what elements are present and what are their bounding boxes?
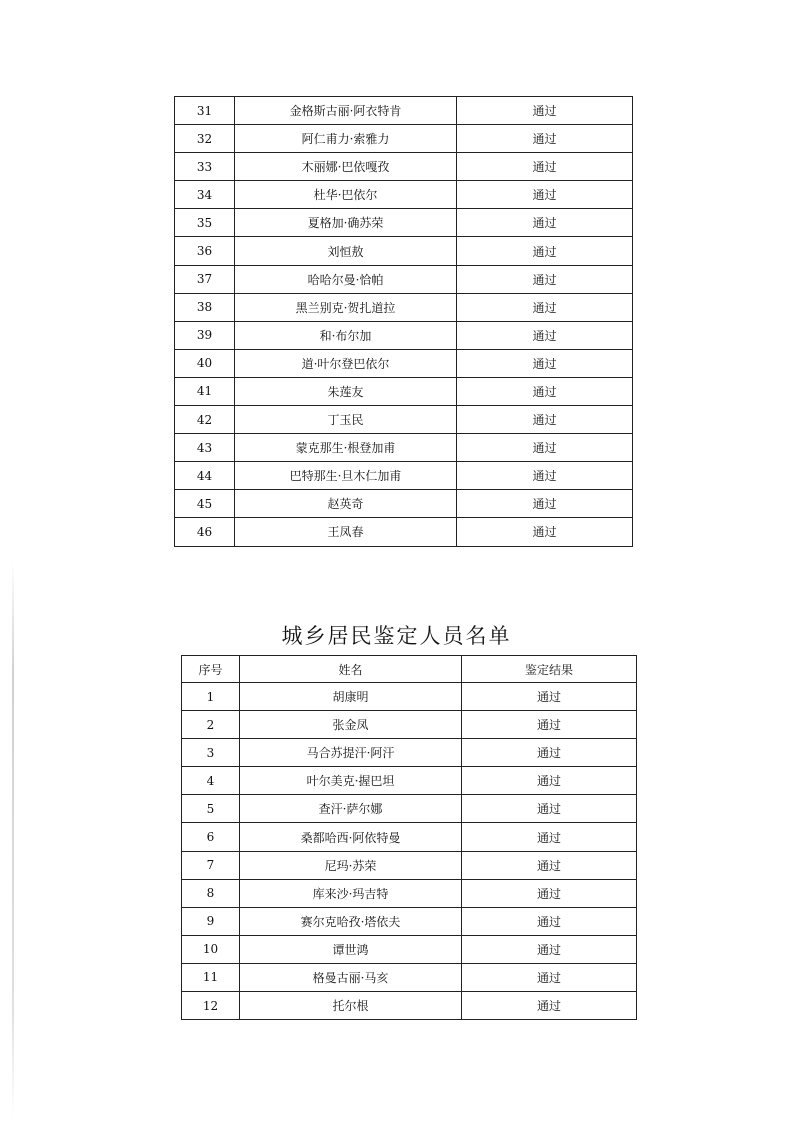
row-result: 通过: [462, 767, 637, 795]
table-row: [175, 518, 633, 546]
row-serial-number: 9: [182, 907, 240, 935]
row-serial-number: 44: [175, 462, 235, 490]
table-row: [182, 992, 637, 1020]
row-result: 通过: [457, 125, 633, 153]
row-name: 丁玉民: [235, 406, 457, 434]
table-row: [182, 879, 637, 907]
row-result: 通过: [457, 153, 633, 181]
table-row: [175, 349, 633, 377]
row-name: 赛尔克哈孜·塔依夫: [240, 907, 462, 935]
row-serial-number: 34: [175, 181, 235, 209]
table-row: [175, 153, 633, 181]
row-name: 查汗·萨尔娜: [240, 795, 462, 823]
row-result: 通过: [462, 935, 637, 963]
row-result: 通过: [457, 209, 633, 237]
row-name: 马合苏提汗·阿汗: [240, 739, 462, 767]
row-name: 夏格加·确苏荣: [235, 209, 457, 237]
row-result: 通过: [457, 490, 633, 518]
row-serial-number: 45: [175, 490, 235, 518]
row-serial-number: 35: [175, 209, 235, 237]
header-name: 姓名: [240, 656, 462, 683]
table-row: [175, 265, 633, 293]
row-result: 通过: [457, 97, 633, 125]
row-serial-number: 2: [182, 711, 240, 739]
row-serial-number: 43: [175, 434, 235, 462]
row-name: 哈哈尔曼·恰帕: [235, 265, 457, 293]
row-name: 尼玛·苏荣: [240, 851, 462, 879]
row-name: 胡康明: [240, 683, 462, 711]
row-name: 金格斯古丽·阿衣特肯: [235, 97, 457, 125]
table-row: [175, 293, 633, 321]
row-serial-number: 6: [182, 823, 240, 851]
row-result: 通过: [457, 321, 633, 349]
table-row: [182, 683, 637, 711]
row-name: 赵英奇: [235, 490, 457, 518]
row-result: 通过: [462, 739, 637, 767]
table-row: [175, 209, 633, 237]
row-name: 杜华·巴依尔: [235, 181, 457, 209]
row-result: 通过: [462, 823, 637, 851]
row-serial-number: 31: [175, 97, 235, 125]
table-header-row: [182, 656, 637, 683]
row-name: 刘恒敖: [235, 237, 457, 265]
row-result: 通过: [462, 907, 637, 935]
row-serial-number: 7: [182, 851, 240, 879]
row-result: 通过: [457, 349, 633, 377]
row-result: 通过: [457, 293, 633, 321]
row-result: 通过: [457, 237, 633, 265]
table-row: [175, 377, 633, 405]
section-title: 城乡居民鉴定人员名单: [281, 624, 512, 648]
table-row: [182, 711, 637, 739]
header-serial-number: 序号: [182, 656, 240, 683]
row-serial-number: 41: [175, 377, 235, 405]
row-serial-number: 38: [175, 293, 235, 321]
row-name: 木丽娜·巴依嘎孜: [235, 153, 457, 181]
row-result: 通过: [457, 181, 633, 209]
table-row: [175, 490, 633, 518]
row-serial-number: 5: [182, 795, 240, 823]
table-row: [182, 963, 637, 991]
row-name: 朱莲友: [235, 377, 457, 405]
table-row: [175, 125, 633, 153]
row-name: 阿仁甫力·索雅力: [235, 125, 457, 153]
row-name: 托尔根: [240, 992, 462, 1020]
row-serial-number: 36: [175, 237, 235, 265]
row-result: 通过: [462, 992, 637, 1020]
table-row: [175, 237, 633, 265]
row-serial-number: 1: [182, 683, 240, 711]
table-row: [175, 97, 633, 125]
row-name: 王凤春: [235, 518, 457, 546]
row-serial-number: 12: [182, 992, 240, 1020]
row-name: 黑兰别克·贺扎道拉: [235, 293, 457, 321]
row-serial-number: 39: [175, 321, 235, 349]
row-name: 桑都哈西·阿依特曼: [240, 823, 462, 851]
urban-rural-residents-table-body: [182, 683, 637, 1020]
appraisal-table-continued: [174, 96, 633, 547]
row-name: 蒙克那生·根登加甫: [235, 434, 457, 462]
table-row: [175, 181, 633, 209]
row-result: 通过: [462, 711, 637, 739]
row-result: 通过: [462, 879, 637, 907]
row-result: 通过: [457, 434, 633, 462]
row-result: 通过: [457, 265, 633, 293]
row-name: 和·布尔加: [235, 321, 457, 349]
header-appraisal-result: 鉴定结果: [462, 656, 637, 683]
table-row: [182, 935, 637, 963]
row-serial-number: 46: [175, 518, 235, 546]
row-name: 谭世鸿: [240, 935, 462, 963]
row-name: 叶尔美克·握巴坦: [240, 767, 462, 795]
row-serial-number: 37: [175, 265, 235, 293]
row-serial-number: 8: [182, 879, 240, 907]
row-name: 库来沙·玛吉特: [240, 879, 462, 907]
row-result: 通过: [457, 406, 633, 434]
row-name: 张金凤: [240, 711, 462, 739]
table-row: [175, 321, 633, 349]
row-result: 通过: [462, 795, 637, 823]
row-name: 巴特那生·旦木仁加甫: [235, 462, 457, 490]
row-name: 道·叶尔登巴依尔: [235, 349, 457, 377]
row-serial-number: 33: [175, 153, 235, 181]
table-row: [182, 767, 637, 795]
row-serial-number: 32: [175, 125, 235, 153]
row-result: 通过: [457, 518, 633, 546]
appraisal-table-continued-body: [175, 97, 633, 547]
table-row: [182, 907, 637, 935]
row-result: 通过: [457, 377, 633, 405]
row-serial-number: 11: [182, 963, 240, 991]
row-serial-number: 10: [182, 935, 240, 963]
row-name: 格曼古丽·马亥: [240, 963, 462, 991]
row-result: 通过: [462, 963, 637, 991]
table-row: [175, 406, 633, 434]
table-row: [182, 823, 637, 851]
table-row: [182, 795, 637, 823]
urban-rural-residents-table: [181, 655, 637, 1020]
table-row: [182, 739, 637, 767]
row-serial-number: 3: [182, 739, 240, 767]
table-row: [175, 462, 633, 490]
row-serial-number: 42: [175, 406, 235, 434]
row-serial-number: 40: [175, 349, 235, 377]
table-row: [175, 434, 633, 462]
row-result: 通过: [457, 462, 633, 490]
row-result: 通过: [462, 683, 637, 711]
row-result: 通过: [462, 851, 637, 879]
row-serial-number: 4: [182, 767, 240, 795]
table-row: [182, 851, 637, 879]
